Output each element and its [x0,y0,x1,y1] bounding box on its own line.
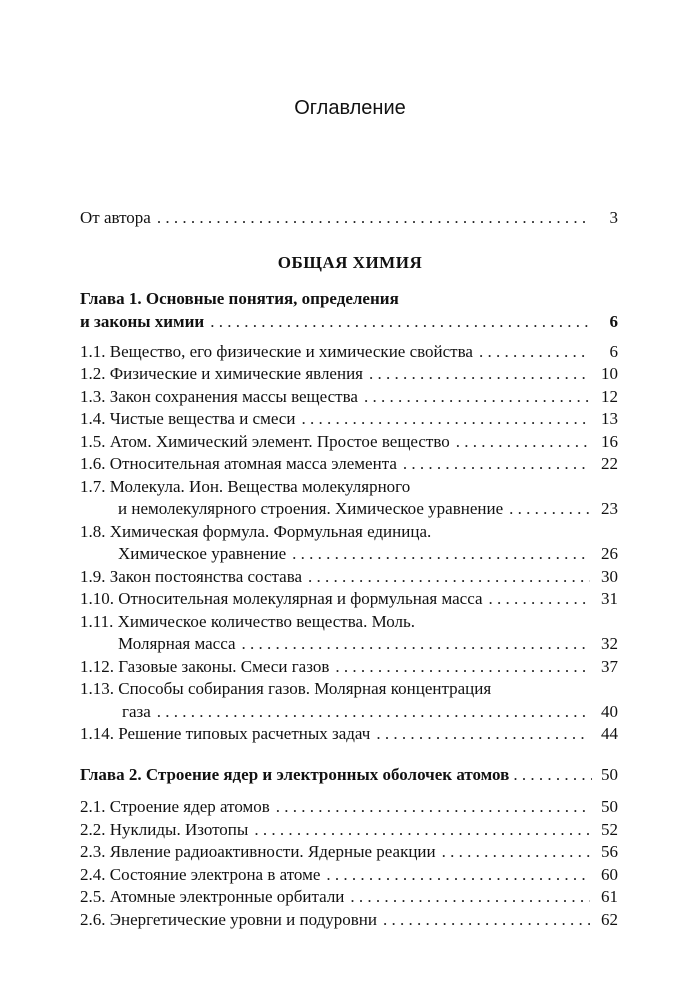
toc-page-number: 56 [601,842,618,861]
toc-item-number: 1.11. [80,612,114,631]
toc-item-1-6[interactable] [80,452,618,476]
dot-leader [369,362,590,386]
toc-page-number: 50 [601,765,618,784]
toc-item-number: 1.3. [80,387,106,406]
toc-item-2-3[interactable] [80,840,618,864]
dot-leader [376,722,590,746]
toc-page-number: 10 [601,364,618,383]
toc-item-text: Закон сохранения массы вещества [109,387,358,406]
toc-item-number: 1.12. [80,657,114,676]
toc-item-1-10[interactable] [80,587,618,611]
dot-leader [364,385,590,409]
toc-item-1-3[interactable] [80,385,618,409]
toc-item-number: 1.9. [80,567,106,586]
toc-item-number: 1.8. [80,522,106,541]
toc-page-number: 13 [601,409,618,428]
toc-item-1-1[interactable] [80,340,618,364]
dot-leader [308,565,590,589]
dot-leader [456,430,590,454]
toc-item-text: Энергетические уровни и подуровни [109,910,377,929]
toc-item-text: Молекула. Ион. Вещества молекулярного [109,477,411,496]
toc-item-1-8-line1[interactable] [80,520,431,544]
toc-page-number: 44 [601,724,618,743]
toc-item-2-4[interactable] [80,863,618,887]
dot-leader [442,840,590,864]
toc-page-number: 6 [609,312,618,331]
toc-item-2-2[interactable] [80,818,618,842]
toc-item-1-4[interactable] [80,407,618,431]
toc-item-text: Строение ядер атомов [109,797,270,816]
dot-leader [254,818,590,842]
toc-item-2-6[interactable] [80,908,618,932]
dot-leader [350,885,590,909]
toc-page-number: 12 [601,387,618,406]
toc-item-text-line2: Химическое уравнение [118,544,287,563]
dot-leader [489,587,591,611]
page-title: Оглавление [294,97,406,119]
toc-item-number: 1.2. [80,364,106,383]
toc-item-1-12[interactable] [80,655,618,679]
toc-item-1-9[interactable] [80,565,618,589]
toc-item-1-7-line1[interactable] [80,475,410,499]
toc-item-number: 2.6. [80,910,106,929]
toc-chapter-1[interactable] [80,310,618,334]
dot-leader [242,632,590,656]
dot-leader [157,700,590,724]
section-title: ОБЩАЯ ХИМИЯ [277,253,423,272]
dot-leader [301,407,590,431]
toc-page-number: 26 [601,544,618,563]
toc-page-number: 50 [601,797,618,816]
toc-chapter-2[interactable] [80,763,618,787]
dot-leader [292,542,590,566]
dot-leader [335,655,590,679]
toc-item-number: 2.3. [80,842,106,861]
dot-leader [403,452,590,476]
toc-page-number: 6 [609,342,618,361]
toc-item-number: 2.2. [80,820,106,839]
toc-item-number: 1.14. [80,724,114,743]
toc-page-number: 60 [601,865,618,884]
toc-item-text: Чистые вещества и смеси [109,409,296,428]
toc-page-number: 40 [601,702,618,721]
toc-item-2-5[interactable] [80,885,618,909]
dot-leader [509,497,590,521]
toc-item-text: Вещество, его физические и химические свойства [109,342,473,361]
toc-entry-author[interactable] [80,206,618,230]
toc-page-number: 52 [601,820,618,839]
toc-item-text: Состояние электрона в атоме [109,865,321,884]
toc-item-text: Относительная молекулярная и формульная масса [118,589,483,608]
toc-page-number: 30 [601,567,618,586]
dot-leader [326,863,590,887]
toc-item-text: Закон постоянства состава [109,567,303,586]
toc-item-number: 1.10. [80,589,114,608]
toc-item-text: Явление радиоактивности. Ядерные реакции [109,842,436,861]
dot-leader [383,908,590,932]
toc-page-number: 22 [601,454,618,473]
toc-item-1-13-line1[interactable] [80,677,491,701]
toc-item-number: 1.1. [80,342,106,361]
toc-page-number: 61 [601,887,618,906]
toc-item-text-line2: и немолекулярного строения. Химическое уравнение [118,499,504,518]
toc-item-text: Атомные электронные орбитали [109,887,345,906]
toc-item-text: Нуклиды. Изотопы [109,820,249,839]
toc-item-text: Физические и химические явления [109,364,363,383]
toc-page-number: 62 [601,910,618,929]
dot-leader [513,763,592,787]
toc-item-1-13[interactable] [80,700,618,724]
chapter-2-title: Глава 2. Строение ядер и электронных оболочек атомов [80,765,510,784]
toc-item-number: 1.7. [80,477,106,496]
toc-item-number: 1.6. [80,454,106,473]
dot-leader [276,795,590,819]
toc-item-text: Химическая формула. Формульная единица. [109,522,432,541]
toc-item-text: Относительная атомная масса элемента [109,454,397,473]
toc-item-number: 2.1. [80,797,106,816]
toc-item-2-1[interactable] [80,795,618,819]
chapter-1-title-line1: Глава 1. Основные понятия, определения [80,289,399,308]
dot-leader [210,310,590,334]
dot-leader [157,206,590,230]
toc-item-1-5[interactable] [80,430,618,454]
toc-entry-text: От автора [80,208,151,227]
toc-item-text: Газовые законы. Смеси газов [118,657,330,676]
toc-item-1-8[interactable] [80,542,618,566]
toc-page-number: 16 [601,432,618,451]
toc-item-text-line2: Молярная масса [118,634,236,653]
toc-item-1-11[interactable] [80,632,618,656]
toc-item-number: 1.13. [80,679,114,698]
toc-page-number: 3 [609,208,618,227]
toc-item-number: 2.5. [80,887,106,906]
toc-item-text-line2: газа [122,702,151,721]
toc-item-1-7[interactable] [80,497,618,521]
toc-item-number: 1.4. [80,409,106,428]
toc-item-1-11-line1[interactable] [80,610,415,634]
toc-item-number: 1.5. [80,432,106,451]
toc-page-number: 32 [601,634,618,653]
toc-item-text: Способы собирания газов. Молярная концентрация [118,679,492,698]
toc-item-1-2[interactable] [80,362,618,386]
toc-page-number: 23 [601,499,618,518]
toc-item-text: Химическое количество вещества. Моль. [117,612,416,631]
toc-page-number: 31 [601,589,618,608]
toc-item-number: 2.4. [80,865,106,884]
dot-leader [479,340,590,364]
toc-item-1-14[interactable] [80,722,618,746]
toc-item-text: Атом. Химический элемент. Простое вещество [109,432,450,451]
toc-page-number: 37 [601,657,618,676]
toc-item-text: Решение типовых расчетных задач [118,724,371,743]
chapter-1-title-line2: и законы химии [80,312,205,331]
